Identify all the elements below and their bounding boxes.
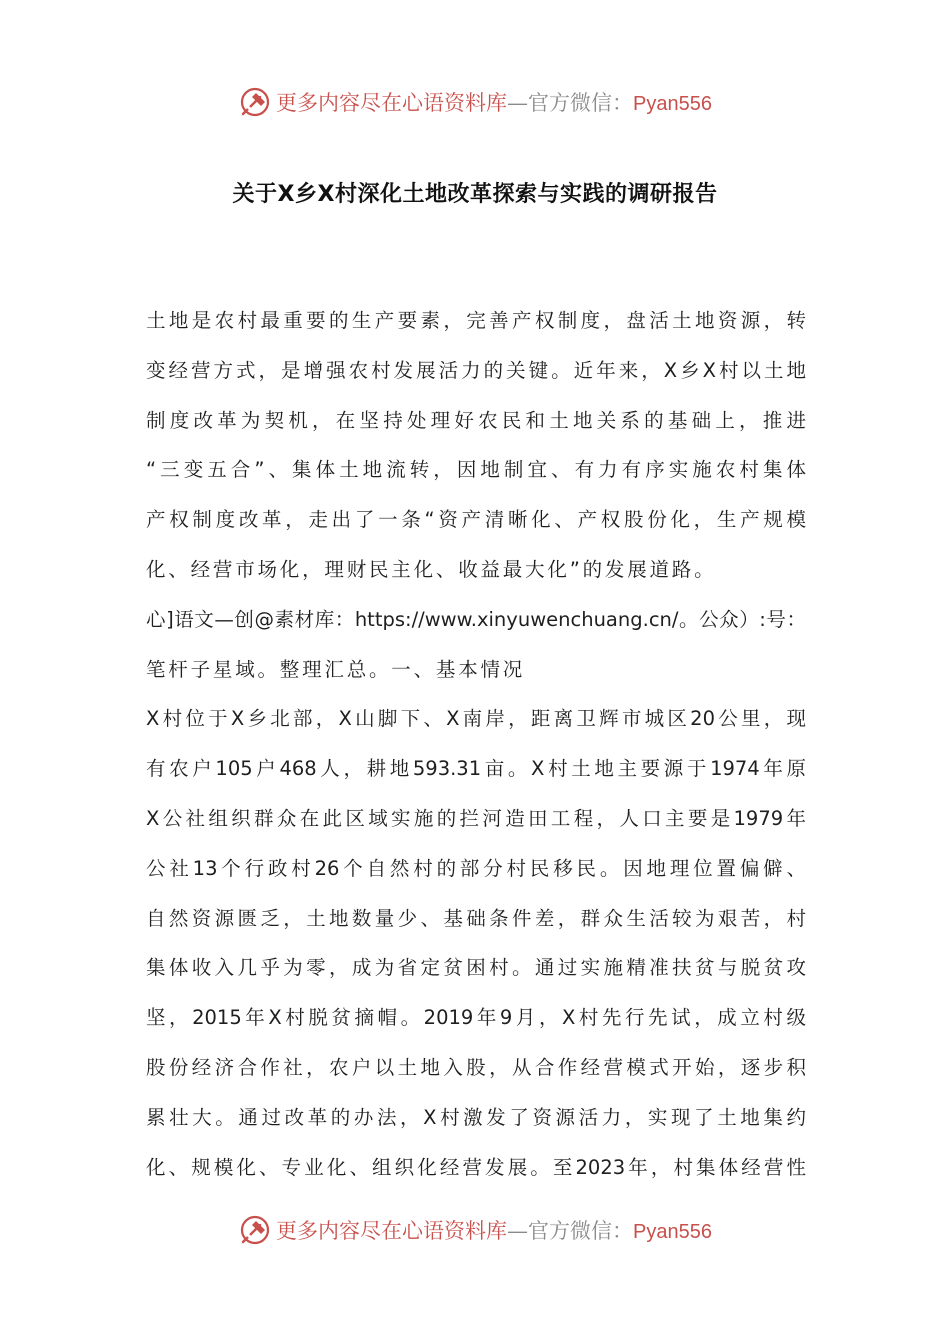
body-line: 化、规模化、专业化、组织化经营发展。至2023年，村集体经营性 <box>146 1155 806 1179</box>
body-line: 坚，2015年X村脱贫摘帽。2019年9月，X村先行先试，成立村级 <box>146 1006 806 1030</box>
footer-watermark-banner <box>0 1210 950 1250</box>
body-line: 笔杆子星域。整理汇总。一、基本情况 <box>146 657 526 681</box>
banner-dash: — <box>507 1219 529 1243</box>
body-line: 有农户105户468人，耕地593.31亩。X村土地主要源于1974年原 <box>146 757 806 781</box>
body-line: 累壮大。通过改革的办法，X村激发了资源活力，实现了土地集约 <box>146 1105 806 1129</box>
document-body <box>146 296 806 1192</box>
banner-wechat-label: 官方微信： <box>528 1219 634 1243</box>
body-line: 变经营方式，是增强农村发展活力的关键。近年来，X乡X村以土地 <box>146 358 806 382</box>
banner-wechat-label: 官方微信： <box>528 91 634 115</box>
body-line: X公社组织群众在此区域实施的拦河造田工程，人口主要是1979年 <box>146 806 806 830</box>
header-watermark-banner <box>0 82 950 122</box>
banner-wechat-id: Pyan556 <box>633 1221 712 1243</box>
banner-main-text: 更多内容尽在心语资料库 <box>276 1219 508 1243</box>
banner-wechat-id: Pyan556 <box>633 93 712 115</box>
body-line: “三变五合”、集体土地流转，因地制宜、有力有序实施农村集体 <box>146 458 806 482</box>
body-line: 心]语文—创@素材库：https://www.xinyuwenchuang.cn/。公众）:号： <box>146 607 806 631</box>
banner-dash: — <box>507 91 529 115</box>
body-line: 自然资源匮乏，土地数量少、基础条件差，群众生活较为艰苦，村 <box>146 906 806 930</box>
banner-text <box>276 1215 712 1245</box>
pen-nib-logo-icon <box>238 1213 272 1247</box>
body-line: 公社13个行政村26个自然村的部分村民移民。因地理位置偏僻、 <box>146 856 806 880</box>
body-line: 股份经济合作社，农户以土地入股，从合作经营模式开始，逐步积 <box>146 1055 806 1079</box>
body-line: 化、经营市场化，理财民主化、收益最大化”的发展道路。 <box>146 557 717 581</box>
banner-main-text: 更多内容尽在心语资料库 <box>276 91 508 115</box>
body-line: 土地是农村最重要的生产要素，完善产权制度，盘活土地资源，转 <box>146 309 806 332</box>
body-line: 产权制度改革，走出了一条“资产清晰化、产权股份化，生产规模 <box>146 508 806 532</box>
body-line: 制度改革为契机，在坚持处理好农民和土地关系的基础上，推进 <box>146 408 806 432</box>
body-line: 集体收入几乎为零，成为省定贫困村。通过实施精准扶贫与脱贫攻 <box>146 956 806 980</box>
document-title: 关于X乡X村深化土地改革探索与实践的调研报告 <box>232 182 718 207</box>
pen-nib-logo-icon <box>238 85 272 119</box>
body-line: X村位于X乡北部，X山脚下、X南岸，距离卫辉市城区20公里，现 <box>146 707 806 731</box>
banner-text <box>276 87 712 117</box>
